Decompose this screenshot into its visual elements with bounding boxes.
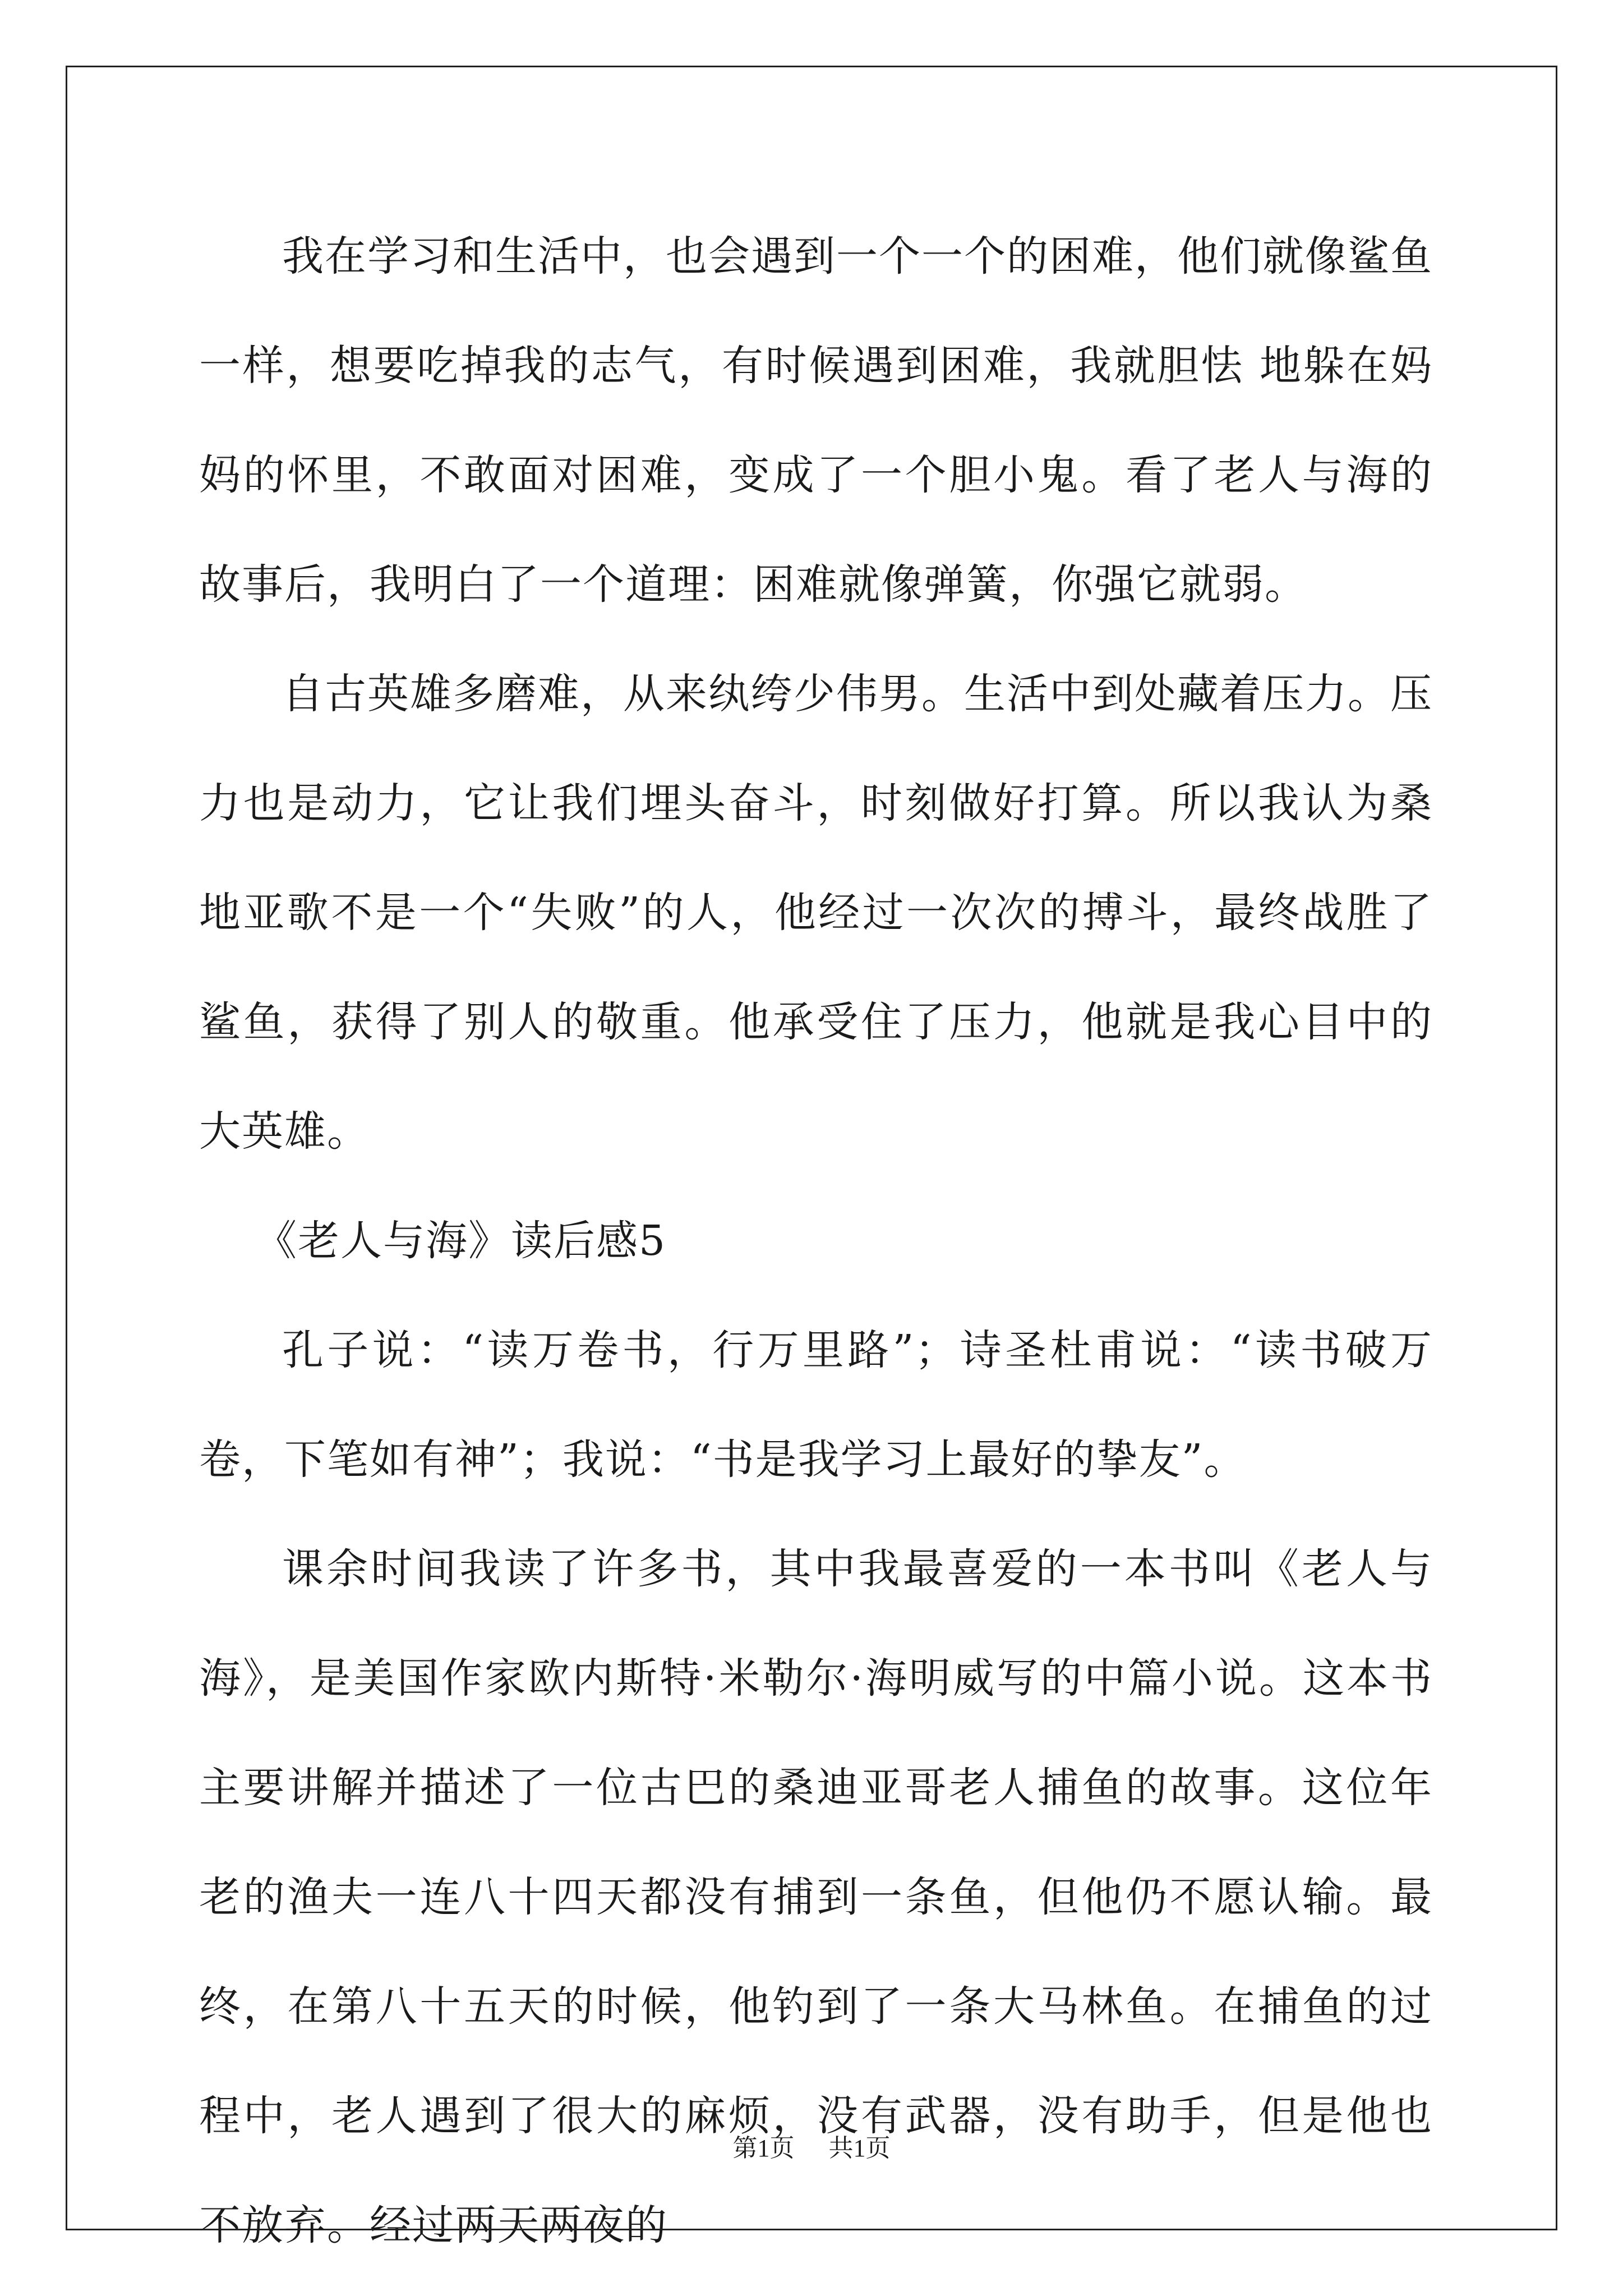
paragraph-4: 课余时间我读了许多书，其中我最喜爱的一本书叫《老人与海》，是美国作家欧内斯特·米勒尔·海明威写的中篇小说。这本书主要讲解并描述了一位古巴的桑迪亚哥老人捕鱼的故事。这位年老的渔夫一连八十四天都没有捕到一条鱼，但他仍不愿认输。最终，在第八十五天的时候，他钓到了一条大马林鱼。在捕鱼的过程中，老人遇到了很大的麻烦，没有武器，没有助手，但是他也不放弃。经过两天两夜的 — [199, 1545, 1433, 2249]
paragraph-1: 我在学习和生活中，也会遇到一个一个的困难，他们就像鲨鱼一样，想要吃掉我的志气，有时候遇到困难，我就胆怯 地躲在妈妈的怀里，不敢面对困难，变成了一个胆小鬼。看了老人与海的故事后，我明白了一个道理：困难就像弹簧，你强它就弱。 — [199, 232, 1433, 609]
document-body — [199, 202, 1433, 2280]
paragraph-2: 自古英雄多磨难，从来纨绔少伟男。生活中到处藏着压力。压力也是动力，它让我们埋头奋斗，时刻做好打算。所以我认为桑地亚歌不是一个“失败”的人，他经过一次次的搏斗，最终战胜了鲨鱼，获得了别人的敬重。他承受住了压力，他就是我心目中的大英雄。 — [199, 670, 1433, 1156]
section-heading: 《老人与海》读后感5 — [255, 1217, 667, 1265]
page-footer — [0, 2132, 1623, 2165]
paragraph-3: 孔子说：“读万卷书，行万里路”；诗圣杜甫说：“读书破万卷，下笔如有神”；我说：“书是我学习上最好的挚友”。 — [199, 1326, 1433, 1484]
page-number-total: 共1页 — [828, 2134, 891, 2162]
page-number-current: 第1页 — [732, 2134, 795, 2162]
